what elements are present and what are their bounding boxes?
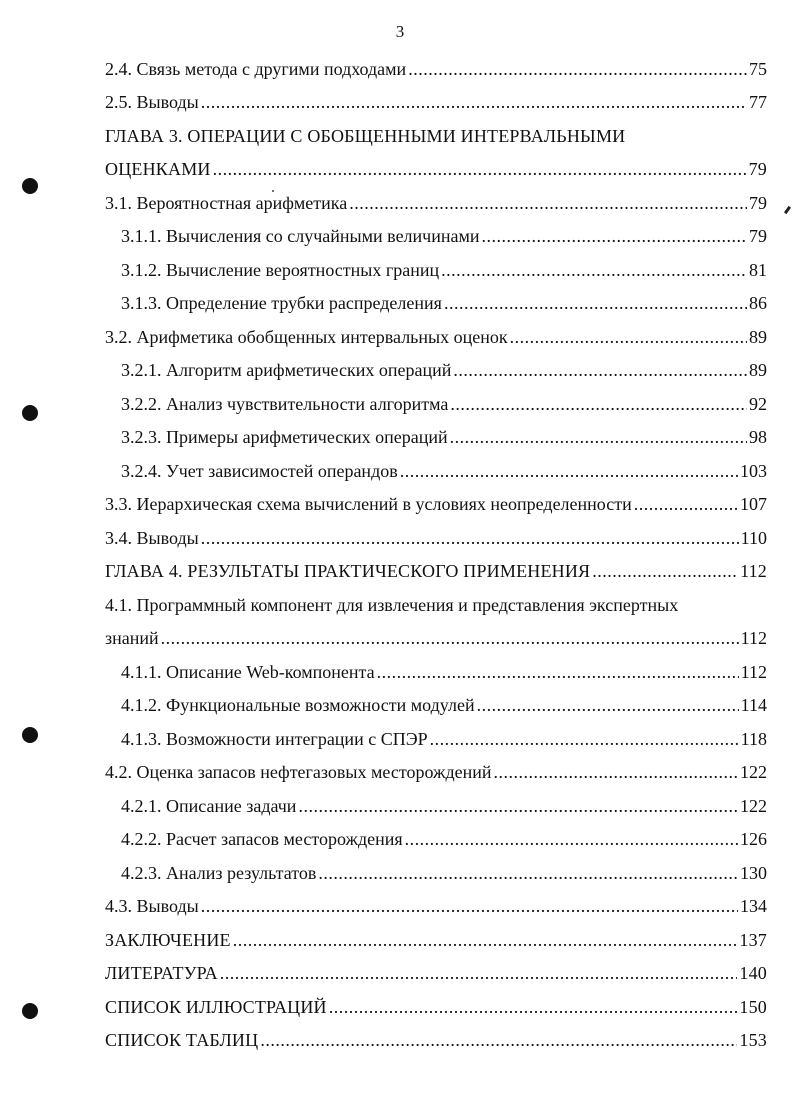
toc-entry-title: 3.1.2. Вычисление вероятностных границ [121,260,440,280]
toc-entry-page: 89 [749,327,767,347]
toc-entry-page: 107 [740,494,767,514]
toc-entry-title: 3.3. Иерархическая схема вычислений в условиях неопределенности [105,494,632,514]
toc-entry[interactable] [105,528,767,558]
toc-entry-page: 130 [740,863,767,883]
dot-leader [329,997,738,1018]
toc-entry[interactable] [105,762,767,792]
dot-leader [233,930,738,951]
toc-entry-page: 134 [740,896,767,916]
toc-entry[interactable] [105,997,767,1027]
toc-entry-title: 4.2.3. Анализ результатов [121,863,317,883]
toc-entry-title: ЗАКЛЮЧЕНИЕ [105,930,231,950]
dot-leader [220,963,738,984]
scan-speck [272,190,274,192]
dot-leader [318,863,738,884]
toc-entry[interactable] [121,260,767,290]
toc-entry-title: 4.1.3. Возможности интеграции с СПЭР [121,729,428,749]
toc-entry-page: 122 [740,762,767,782]
binder-hole-mark [22,405,38,421]
toc-entry-title: ЛИТЕРАТУРА [105,963,218,983]
dot-leader [400,461,738,482]
toc-entry[interactable] [121,360,767,390]
toc-entry-page: 79 [749,226,767,246]
toc-entry-page: 112 [740,662,767,682]
toc-entry-title: 3.1.3. Определение трубки распределения [121,293,442,313]
toc-entry[interactable] [121,394,767,424]
toc-entry-title: 3.1. Вероятностная арифметика [105,193,348,213]
toc-entry[interactable] [105,494,767,524]
dot-leader [444,293,747,314]
toc-entry-page: 118 [740,729,767,749]
toc-entry-page: 112 [740,561,767,581]
toc-entry[interactable] [121,863,767,893]
toc-entry-page: 79 [748,159,767,179]
toc-entry[interactable] [121,829,767,859]
dot-leader [441,260,747,281]
toc-entry[interactable] [105,930,767,960]
toc-entry[interactable] [105,159,767,189]
toc-chapter-heading[interactable] [105,126,767,156]
dot-leader [510,327,747,348]
toc-entry-title: ОЦЕНКАМИ [105,159,211,179]
toc-entry-title: 2.4. Связь метода с другими подходами [105,59,407,79]
toc-entry-page: 81 [749,260,767,280]
toc-entry-title: 4.1.1. Описание Web-компонента [121,662,375,682]
toc-entry[interactable] [121,293,767,323]
toc-entry-page: 122 [740,796,767,816]
dot-leader [201,92,747,113]
dot-leader [634,494,738,515]
toc-entry-title: 3.1.1. Вычисления со случайными величинами [121,226,480,246]
toc-entry[interactable] [105,193,767,223]
toc-entry[interactable] [105,963,767,993]
toc-entry-title: СПИСОК ИЛЛЮСТРАЦИЙ [105,997,327,1017]
toc-entry[interactable] [121,729,767,759]
toc-entry-page: 114 [740,695,767,715]
toc-entry-title: 4.1.2. Функциональные возможности модулей [121,695,475,715]
dot-leader [349,193,747,214]
toc-entry-page: 79 [749,193,767,213]
dot-leader [592,561,738,582]
toc-entry[interactable] [121,226,767,256]
toc-entry-title: СПИСОК ТАБЛИЦ [105,1030,259,1050]
toc-entry-page: 126 [740,829,767,849]
page-number: 3 [395,22,405,41]
toc-entry-page: 153 [739,1030,767,1050]
toc-entry-title: 4.2.1. Описание задачи [121,796,297,816]
toc-entry-page: 92 [749,394,767,414]
toc-entry-page: 110 [740,528,767,548]
toc-entry-title: 2.5. Выводы [105,92,199,112]
toc-entry-title: 4.2.2. Расчет запасов месторождения [121,829,403,849]
toc-entry-page: 112 [740,628,767,648]
binder-hole-mark [22,727,38,743]
dot-leader [453,360,747,381]
toc-entry-page: 75 [749,59,767,79]
toc-entry-title: 3.2.1. Алгоритм арифметических операций [121,360,452,380]
toc-entry-title: ГЛАВА 4. РЕЗУЛЬТАТЫ ПРАКТИЧЕСКОГО ПРИМЕНЕНИЯ [105,561,591,581]
dot-leader [482,226,747,247]
binder-hole-mark [22,1003,38,1019]
toc-entry[interactable] [121,662,767,692]
toc-entry[interactable] [105,896,767,926]
toc-entry-page: 86 [749,293,767,313]
dot-leader [201,528,739,549]
toc-entry-title: знаний [105,628,159,648]
toc-entry-title: 3.2. Арифметика обобщенных интервальных оценок [105,327,508,347]
toc-entry-title: 4.1. Программный компонент для извлечения и представления экспертных [105,595,679,615]
dot-leader [377,662,739,683]
toc-entry[interactable] [105,1030,767,1060]
toc-entry[interactable] [105,327,767,357]
toc-entry[interactable] [121,461,767,491]
toc-entry-title: 3.2.3. Примеры арифметических операций [121,427,448,447]
binder-hole-mark [22,178,38,194]
toc-entry[interactable] [105,628,767,658]
toc-entry-page: 150 [739,997,767,1017]
toc-entry[interactable] [105,561,767,591]
toc-entry[interactable] [121,695,767,725]
toc-entry[interactable] [105,92,767,122]
toc-entry-title: ГЛАВА 3. ОПЕРАЦИИ С ОБОБЩЕННЫМИ ИНТЕРВАЛЬНЫМИ [105,126,626,146]
toc-entry-title: 3.2.4. Учет зависимостей операндов [121,461,398,481]
toc-entry-title: 4.2. Оценка запасов нефтегазовых месторождений [105,762,492,782]
toc-entry-title: 4.3. Выводы [105,896,199,916]
dot-leader [408,59,747,80]
dot-leader [450,394,747,415]
toc-entry[interactable] [105,59,767,89]
dot-leader [201,896,738,917]
dot-leader [213,159,747,180]
dot-leader [298,796,738,817]
dot-leader [260,1030,737,1051]
toc-entry[interactable] [121,796,767,826]
toc-entry-page: 103 [740,461,767,481]
toc-entry-heading[interactable] [105,595,767,625]
dot-leader [161,628,739,649]
toc-entry-page: 140 [739,963,767,983]
toc-entry-page: 137 [739,930,767,950]
scan-mark [784,206,791,214]
toc-entry[interactable] [121,427,767,457]
toc-entry-title: 3.4. Выводы [105,528,199,548]
dot-leader [430,729,739,750]
dot-leader [494,762,739,783]
dot-leader [405,829,738,850]
toc-entry-page: 77 [749,92,767,112]
dot-leader [450,427,747,448]
toc-entry-title: 3.2.2. Анализ чувствительности алгоритма [121,394,449,414]
toc-entry-page: 98 [749,427,767,447]
toc-entry-page: 89 [749,360,767,380]
dot-leader [477,695,739,716]
